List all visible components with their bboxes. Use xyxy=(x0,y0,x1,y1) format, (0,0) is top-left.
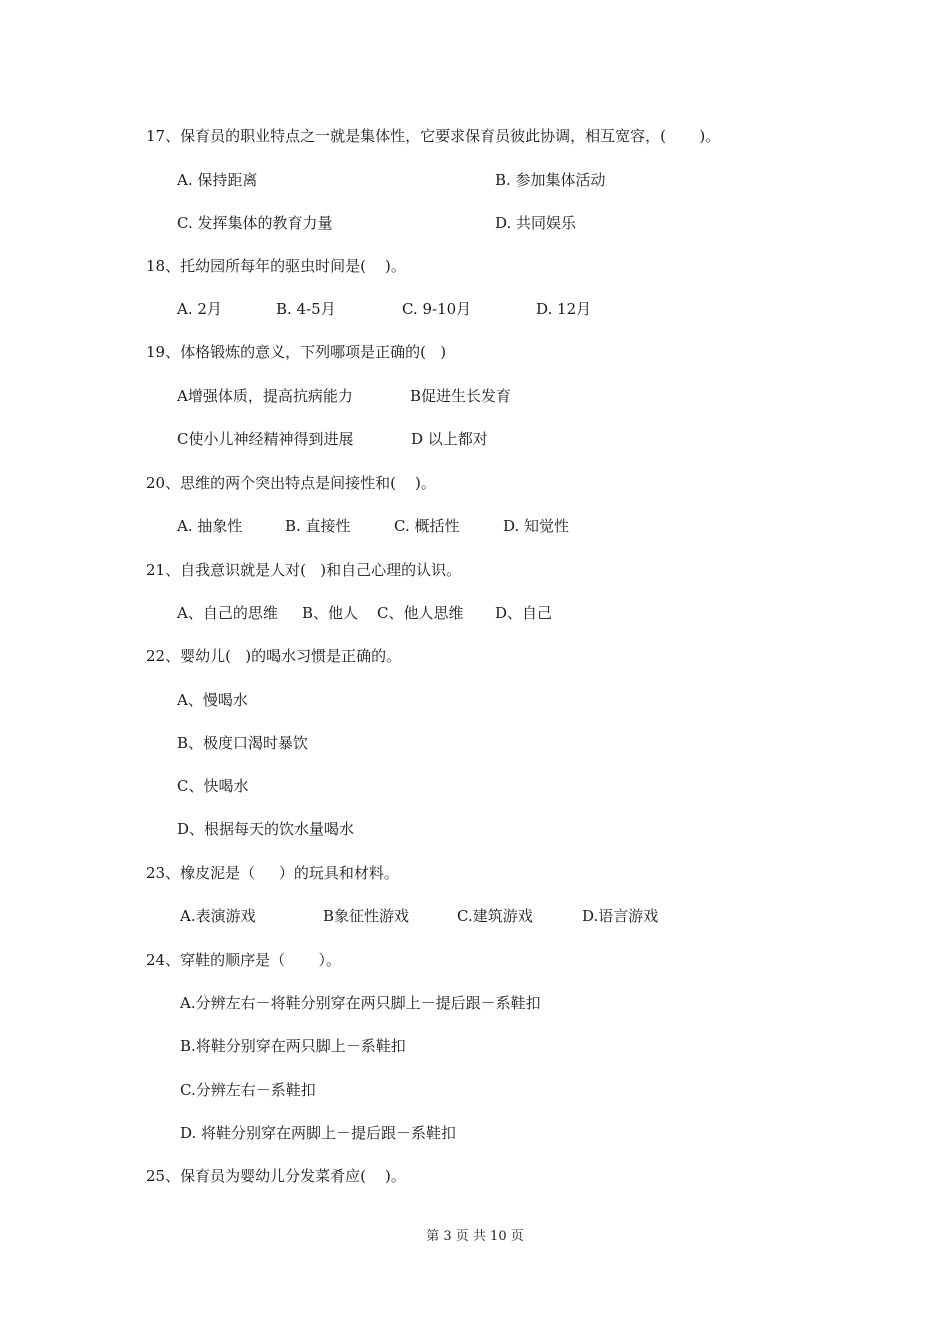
question-23-option-a: A.表演游戏 xyxy=(180,907,256,925)
question-21-option-a: A、自己的思维 xyxy=(177,604,278,622)
question-19-option-d: D 以上都对 xyxy=(411,430,488,448)
question-19-option-b: B促进生长发育 xyxy=(410,387,512,405)
question-18-option-a: A. 2月 xyxy=(177,300,222,318)
question-17-option-b: B. 参加集体活动 xyxy=(495,171,606,189)
question-24-option-c: C.分辨左右－系鞋扣 xyxy=(180,1081,316,1099)
page-number: 第 3 页 共 10 页 xyxy=(426,1229,524,1244)
question-23-stem: 23、橡皮泥是（ ）的玩具和材料。 xyxy=(146,864,399,882)
question-21-option-b: B、他人 xyxy=(302,604,359,622)
question-22-option-c: C、快喝水 xyxy=(177,777,249,795)
question-20-stem: 20、思维的两个突出特点是间接性和( )。 xyxy=(146,474,436,492)
question-25-stem: 25、保育员为婴幼儿分发菜肴应( )。 xyxy=(146,1167,406,1185)
question-23-option-b: B象征性游戏 xyxy=(323,907,410,925)
question-17-option-c: C. 发挥集体的教育力量 xyxy=(177,214,333,232)
question-21-stem: 21、自我意识就是人对( )和自己心理的认识。 xyxy=(146,561,462,579)
question-17-option-d: D. 共同娱乐 xyxy=(495,214,577,232)
question-21-option-c: C、他人思维 xyxy=(377,604,464,622)
question-22-option-a: A、慢喝水 xyxy=(177,691,248,709)
question-22-option-d: D、根据每天的饮水量喝水 xyxy=(177,820,355,838)
question-20-option-c: C. 概括性 xyxy=(394,517,460,535)
question-23-option-d: D.语言游戏 xyxy=(582,907,659,925)
question-18-option-b: B. 4-5月 xyxy=(276,300,336,318)
question-17-stem: 17、保育员的职业特点之一就是集体性，它要求保育员彼此协调，相互宽容，( )。 xyxy=(146,127,721,145)
question-18-option-d: D. 12月 xyxy=(536,300,592,318)
question-17-option-a: A. 保持距离 xyxy=(177,171,258,189)
question-24-option-b: B.将鞋分别穿在两只脚上－系鞋扣 xyxy=(180,1037,406,1055)
question-18-stem: 18、托幼园所每年的驱虫时间是( )。 xyxy=(146,257,406,275)
question-20-option-a: A. 抽象性 xyxy=(177,517,243,535)
question-19-option-c: C使小儿神经精神得到进展 xyxy=(177,430,354,448)
question-19-stem: 19、体格锻炼的意义，下列哪项是正确的( ) xyxy=(146,343,447,361)
question-24-option-a: A.分辨左右－将鞋分别穿在两只脚上－提后跟－系鞋扣 xyxy=(180,994,541,1012)
question-19-option-a: A增强体质，提高抗病能力 xyxy=(177,387,353,405)
question-18-option-c: C. 9-10月 xyxy=(402,300,472,318)
question-24-stem: 24、穿鞋的顺序是（ ）。 xyxy=(146,951,341,969)
question-21-option-d: D、自己 xyxy=(495,604,553,622)
question-23-option-c: C.建筑游戏 xyxy=(457,907,533,925)
question-22-stem: 22、婴幼儿( )的喝水习惯是正确的。 xyxy=(146,647,402,665)
question-20-option-b: B. 直接性 xyxy=(285,517,351,535)
question-24-option-d: D. 将鞋分别穿在两脚上－提后跟－系鞋扣 xyxy=(180,1124,457,1142)
question-22-option-b: B、极度口渴时暴饮 xyxy=(177,734,309,752)
question-20-option-d: D. 知觉性 xyxy=(503,517,570,535)
